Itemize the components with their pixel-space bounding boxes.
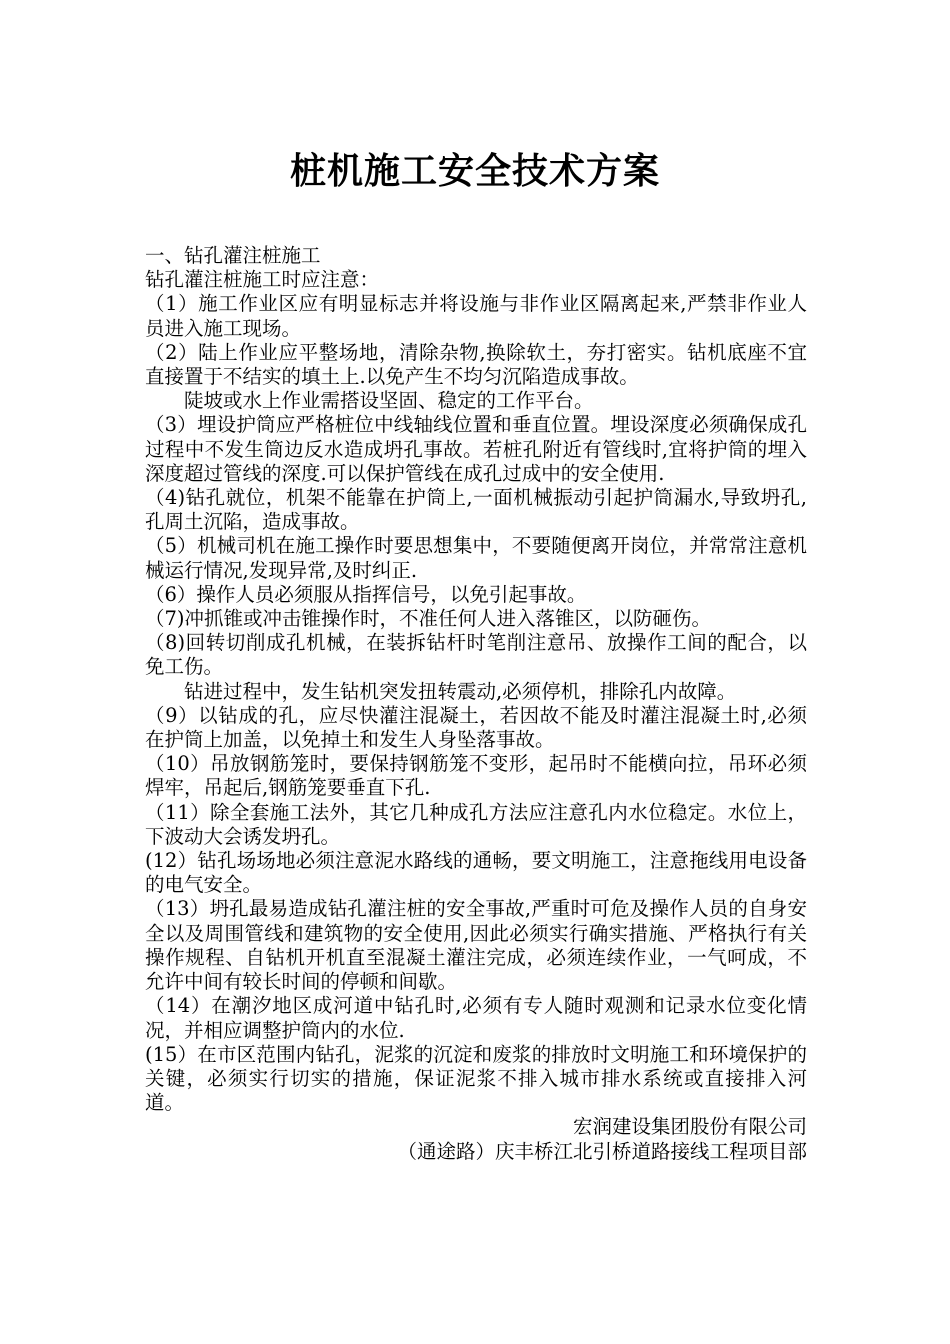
document-title: 桩机施工安全技术方案 xyxy=(289,150,660,192)
item-6: （6）操作人员必须服从指挥信号，以免引起事故。 xyxy=(145,582,587,606)
signature-company: 宏润建设集团股份有限公司 xyxy=(572,1115,807,1139)
item-14: （14）在潮汐地区成河道中钻孔时,必须有专人随时观测和记录水位变化情况，并相应调整护筒内的水位. xyxy=(145,994,807,1042)
item-8-note: 钻进过程中，发生钻机突发扭转震动,必须停机，排除孔内故障。 xyxy=(184,679,737,703)
item-8: （8)回转切削成孔机械，在装拆钻杆时笔削注意吊、放操作工间的配合，以免工伤。 xyxy=(145,631,807,679)
item-15: (15）在市区范围内钻孔，泥浆的沉淀和废浆的排放时文明施工和环境保护的关键，必须实行切实的措施，保证泥浆不排入城市排水系统或直接排入河道。 xyxy=(145,1042,807,1115)
item-1: （1）施工作业区应有明显标志并将设施与非作业区隔离起来,严禁非作业人员进入施工现场。 xyxy=(145,292,807,340)
intro-line: 钻孔灌注桩施工时应注意： xyxy=(145,268,380,292)
item-13: （13）坍孔最易造成钻孔灌注桩的安全事故,严重时可危及操作人员的自身安全以及周围管线和建筑物的安全使用,因此必须实行确实措施、严格执行有关操作规程、自钻机开机直至混凝土灌注完成，必须连续作业，一气呵成，不允许中间有较长时间的停顿和间歇。 xyxy=(145,897,807,994)
item-2-note: 陡坡或水上作业需搭设坚固、稳定的工作平台。 xyxy=(184,389,594,413)
item-3: （3）埋设护筒应严格桩位中线轴线位置和垂直位置。埋设深度必须确保成孔过程中不发生筒边反水造成坍孔事故。若桩孔附近有管线时,宜将护筒的埋入深度超过管线的深度.可以保护管线在成孔过成中的安全使用. xyxy=(145,413,807,485)
item-10: （10）吊放钢筋笼时，要保持钢筋笼不变形，起吊时不能横向拉，吊环必须焊牢，吊起后,钢筋笼要垂直下孔. xyxy=(145,752,807,800)
item-9: （9）以钻成的孔，应尽快灌注混凝土，若因故不能及时灌注混凝土时,必须在护筒上加盖，以免掉土和发生人身坠落事故。 xyxy=(145,703,807,752)
signature-department: （通途路）庆丰桥江北引桥道路接线工程项目部 xyxy=(397,1139,807,1163)
item-11: （11）除全套施工法外，其它几种成孔方法应注意孔内水位稳定。水位上，下波动大会诱发坍孔。 xyxy=(145,800,807,848)
item-12: (12）钻孔场场地必须注意泥水路线的通畅，要文明施工，注意拖线用电设备的电气安全。 xyxy=(145,849,807,897)
item-7: （7)冲抓锥或冲击锥操作时，不准任何人进入落锥区，以防砸伤。 xyxy=(145,607,712,631)
item-2: （2）陆上作业应平整场地，清除杂物,换除软土，夯打密实。钻机底座不宜直接置于不结实的填土上.以免产生不均匀沉陷造成事故。 xyxy=(145,340,807,389)
section-heading: 一、钻孔灌注桩施工 xyxy=(145,244,321,267)
item-4: （4)钻孔就位，机架不能靠在护筒上,一面机械振动引起护筒漏水,导致坍孔,孔周土沉陷，造成事故。 xyxy=(145,486,807,534)
document-body xyxy=(145,244,807,1164)
item-5: （5）机械司机在施工操作时要思想集中，不要随便离开岗位，并常常注意机械运行情况,发现异常,及时纠正. xyxy=(145,534,807,582)
